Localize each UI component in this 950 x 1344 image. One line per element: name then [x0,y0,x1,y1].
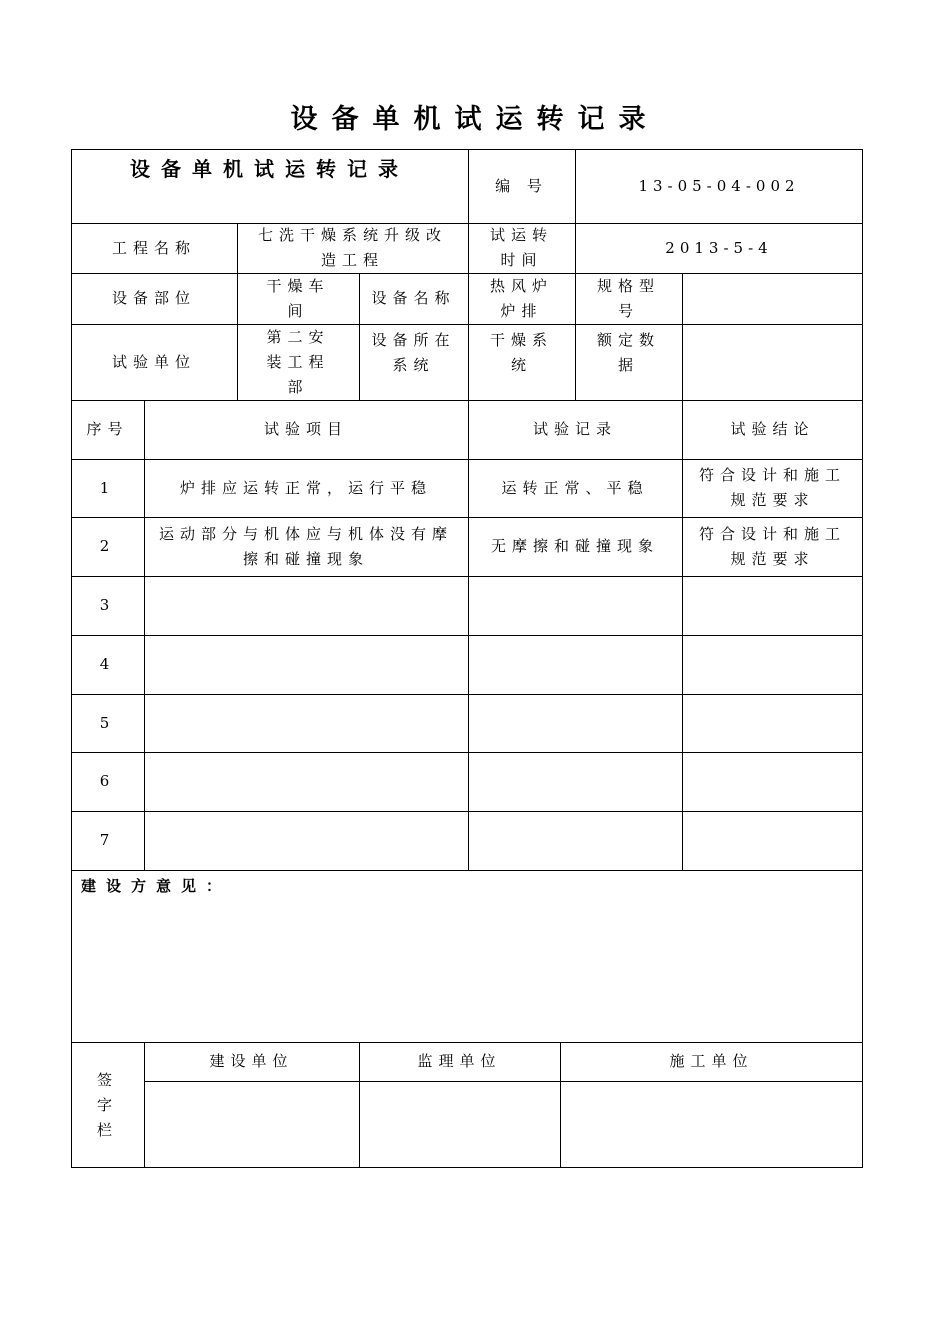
row-seq: 1 [99,478,116,497]
row-seq: 7 [99,831,116,849]
equipment-name-value: 热风炉炉排 [489,276,553,320]
row-record [468,576,682,635]
record-form [71,149,863,1168]
owner-opinion-label: 建设方意见： [81,877,232,895]
row-conclusion [682,694,863,752]
row-seq: 2 [99,537,116,555]
run-time-label: 试运转时间 [489,226,553,269]
row-item [144,694,468,752]
run-time-value: 2013-5-4 [665,238,773,257]
row-item [144,635,468,694]
system-label: 设备所在系统 [371,331,456,374]
rated-value [682,324,863,400]
box-title: 设备单机试运转记录 [130,157,409,181]
signature-contractor: 施工单位 [669,1052,754,1070]
row-conclusion: 符合设计和施工规范要求 [698,466,846,509]
row-record [468,752,682,811]
signature-supervisor-box[interactable] [359,1081,560,1167]
row-conclusion [682,576,863,635]
row-item: 炉排应运转正常，运行平稳 [179,478,432,497]
system-value: 干燥系统 [489,331,553,374]
number-label: 编 号 [495,176,548,195]
location-value: 干燥车间 [266,276,330,320]
row-seq: 6 [99,772,116,790]
row-record [468,635,682,694]
row-conclusion: 符合设计和施工规范要求 [698,524,846,568]
header-seq: 序号 [86,420,129,438]
header-record: 试验记录 [532,420,617,438]
row-item [144,576,468,635]
model-value [682,273,863,324]
row-item [144,811,468,870]
number-value: 13-05-04-002 [638,176,800,195]
signature-contractor-box[interactable] [560,1081,863,1167]
model-label: 规格型号 [596,276,660,320]
signature-supervisor: 监理单位 [417,1052,502,1070]
row-seq: 3 [99,596,116,614]
row-record [468,694,682,752]
row-item: 运动部分与机体应与机体没有摩擦和碰撞现象 [158,524,453,568]
row-seq: 4 [99,655,116,673]
test-unit-value: 第二安装工程部 [266,327,330,396]
row-record [468,811,682,870]
row-conclusion [682,635,863,694]
row-seq: 5 [99,713,116,732]
header-item: 试验项目 [263,420,348,438]
page-title: 设备单机试运转记录 [290,104,660,135]
project-name-label: 工程名称 [111,238,196,257]
signature-label: 签字栏 [97,1070,119,1139]
row-item [144,752,468,811]
row-record: 运转正常、平稳 [501,478,649,497]
rated-label: 额定数据 [596,331,660,374]
location-label: 设备部位 [111,289,196,307]
header-conclusion: 试验结论 [730,420,815,438]
row-conclusion [682,811,863,870]
signature-owner-box[interactable] [144,1081,359,1167]
test-unit-label: 试验单位 [111,352,196,371]
row-record: 无摩擦和碰撞现象 [490,537,659,555]
row-conclusion [682,752,863,811]
project-name-value: 七洗干燥系统升级改造工程 [257,226,447,269]
signature-owner: 建设单位 [209,1052,294,1070]
equipment-name-label: 设备名称 [371,289,456,307]
